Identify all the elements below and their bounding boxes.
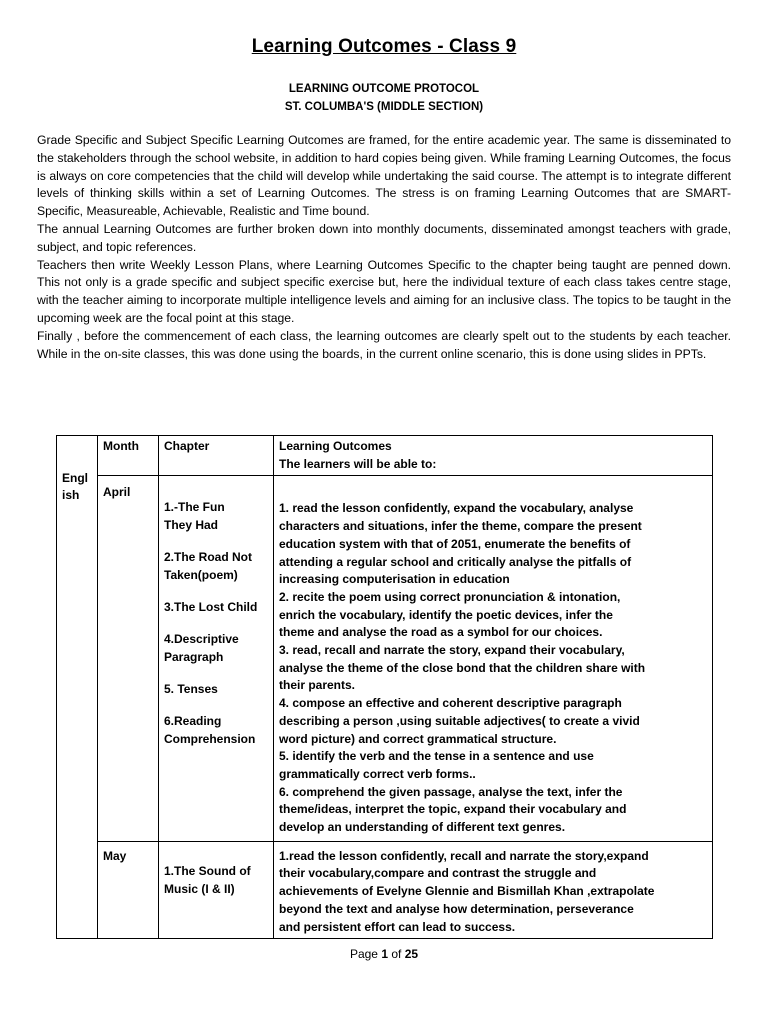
chapter-line: 1.-The Fun (164, 500, 225, 515)
subject-line-1: Engl (62, 471, 88, 485)
outcome-line: their parents. (279, 678, 356, 693)
intro-paragraph: The annual Learning Outcomes are further broken down into monthly documents, disseminated amongst teachers with grade, subject, and topic references. (37, 221, 731, 254)
table-row-april (57, 476, 713, 841)
outcome-line: their vocabulary,compare and contrast the struggle and (279, 866, 597, 881)
chapter-line: Taken(poem) (164, 568, 238, 583)
intro-text (37, 132, 731, 363)
intro-paragraph: Teachers then write Weekly Lesson Plans, where Learning Outcomes Specific to the chapter being taught are penned down. This not only is a grade specific and subject specific exercise but, here the individual texture of each class takes centre stage, with the teacher aiming to incorporate multiple intelligence levels and aiming for an inclusive class. The topics to be taught in the upcoming week are the focal point at this stage. (37, 257, 731, 325)
protocol-heading (0, 80, 768, 116)
outcome-line: word picture) and correct grammatical structure. (279, 731, 557, 746)
chapter-item (164, 598, 268, 616)
header-month: Month (98, 436, 159, 476)
outcome-line: theme/ideas, interpret the topic, expand their vocabulary and (279, 802, 627, 817)
outcome-line: 3. read, recall and narrate the story, expand their vocabulary, (279, 643, 625, 658)
header-outcomes-title: Learning Outcomes (279, 439, 392, 453)
chapter-line: 4.Descriptive (164, 632, 239, 647)
chapter-item (164, 548, 268, 584)
chapter-item (164, 862, 268, 898)
outcome-line: theme and analyse the road as a symbol for our choices. (279, 625, 603, 640)
outcome-line: 2. recite the poem using correct pronunciation & intonation, (279, 589, 621, 604)
subject-line-2: ish (62, 488, 80, 502)
outcome-line: enrich the vocabulary, identify the poetic devices, infer the (279, 607, 613, 622)
month-cell: May (98, 841, 159, 939)
outcome-line: develop an understanding of different text genres. (279, 820, 566, 835)
outcome-line: 5. identify the verb and the tense in a sentence and use (279, 749, 594, 764)
chapter-item (164, 498, 268, 534)
page-title: Learning Outcomes - Class 9 (251, 36, 517, 57)
chapter-line: 5. Tenses (164, 682, 218, 697)
outcome-line: increasing computerisation in education (279, 572, 510, 587)
chapter-item (164, 680, 268, 698)
outcomes-cell (274, 841, 713, 939)
chapter-line: Comprehension (164, 732, 256, 747)
intro-paragraph: Finally , before the commencement of each class, the learning outcomes are clearly spelt out to the students by each teacher. While in the on-site classes, this was done using the boards, in the current online scenario, this is done using slides in PPTs. (37, 328, 731, 361)
chapter-item (164, 630, 268, 666)
learning-outcomes-table (56, 435, 713, 939)
outcome-line: analyse the theme of the close bond that the children share with (279, 660, 646, 675)
chapter-line: Paragraph (164, 650, 224, 665)
chapter-line: 3.The Lost Child (164, 600, 258, 615)
chapter-line: 2.The Road Not (164, 550, 253, 565)
outcome-line: education system with that of 2051, enumerate the benefits of (279, 536, 631, 551)
outcome-line: 4. compose an effective and coherent descriptive paragraph (279, 696, 622, 711)
outcome-line: and persistent effort can lead to success. (279, 919, 516, 934)
outcome-line: describing a person ,using suitable adjectives( to create a vivid (279, 713, 640, 728)
chapter-line: 6.Reading (164, 714, 222, 729)
header-chapter: Chapter (159, 436, 274, 476)
outcome-line: attending a regular school and critically analyse the pitfalls of (279, 554, 632, 569)
footer-total-pages: 25 (404, 947, 419, 961)
subject-cell (57, 436, 98, 939)
protocol-line-1: LEARNING OUTCOME PROTOCOL (288, 83, 480, 95)
chapter-cell (159, 476, 274, 841)
outcome-line: 1. read the lesson confidently, expand the vocabulary, analyse (279, 501, 634, 516)
chapter-item (164, 712, 268, 748)
outcome-line: achievements of Evelyne Glennie and Bismillah Khan ,extrapolate (279, 884, 655, 899)
month-cell: April (98, 476, 159, 841)
outcome-line: grammatically correct verb forms.. (279, 766, 476, 781)
footer-sep: of (391, 947, 402, 961)
header-outcomes (274, 436, 713, 476)
intro-paragraph: Grade Specific and Subject Specific Learning Outcomes are framed, for the entire academic year. The same is disseminated to the stakeholders through the school website, in addition to hard copies being given. While framing Learning Outcomes, the focus is always on core competencies that the child will develop while undertaking the said course. The attempt is to integrate different levels of thinking skills within a set of Learning Outcomes. The stress is on framing Learning Outcomes that are SMART- Specific, Measureable, Achievable, Realistic and Time bound. (37, 133, 731, 219)
chapter-line: Music (I & II) (164, 881, 235, 896)
footer-prefix: Page (349, 947, 378, 961)
table-row-may (57, 841, 713, 939)
chapter-line: 1.The Sound of (164, 863, 251, 878)
outcomes-cell (274, 476, 713, 841)
chapter-line: They Had (164, 518, 219, 533)
outcome-line: 6. comprehend the given passage, analyse the text, infer the (279, 784, 623, 799)
table-header-row (57, 436, 713, 476)
outcome-line: characters and situations, infer the theme, compare the present (279, 519, 642, 534)
footer-current-page: 1 (381, 947, 388, 961)
protocol-line-2: ST. COLUMBA'S (MIDDLE SECTION) (284, 101, 484, 113)
page-footer (0, 947, 768, 961)
outcome-line: 1.read the lesson confidently, recall and narrate the story,expand (279, 848, 649, 863)
chapter-cell (159, 841, 274, 939)
outcome-line: beyond the text and analyse how determination, perseverance (279, 901, 634, 916)
header-outcomes-subtitle: The learners will be able to: (279, 456, 437, 471)
